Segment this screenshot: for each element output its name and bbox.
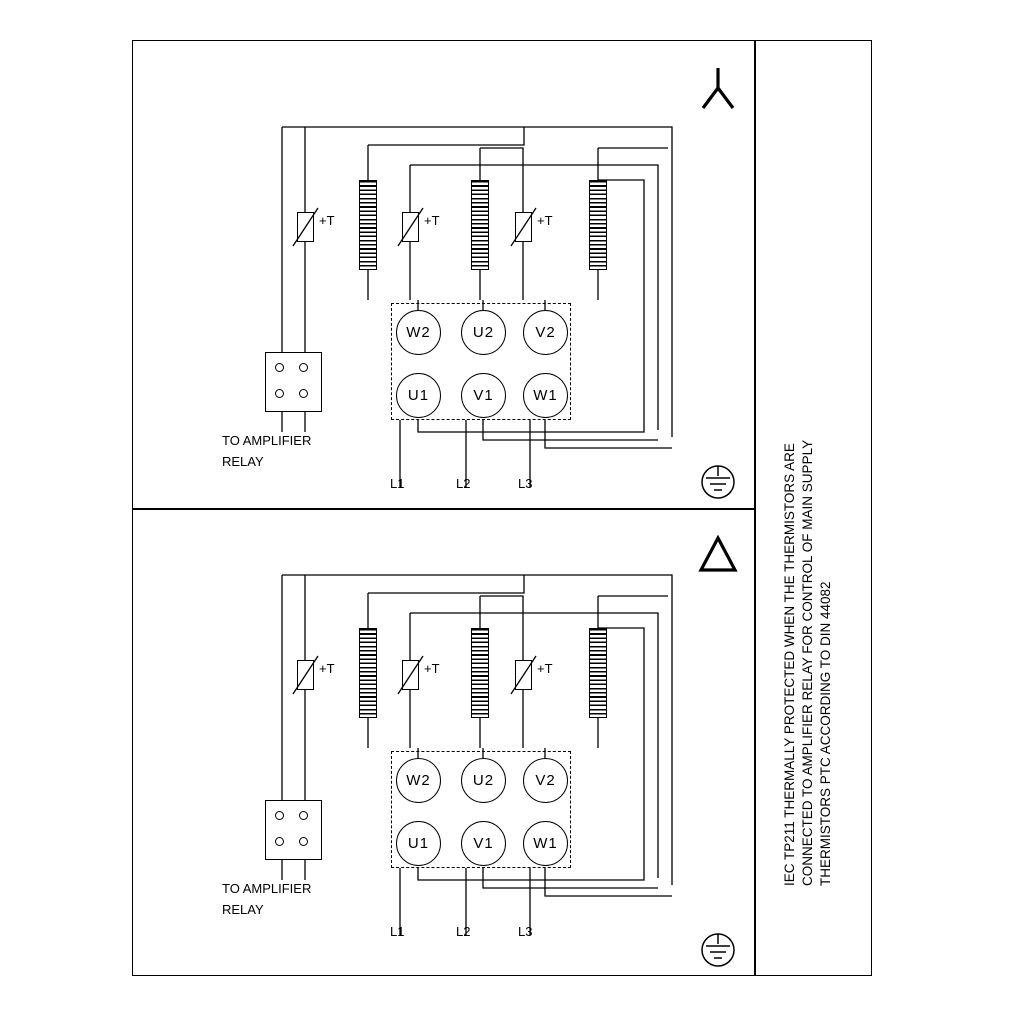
amplifier-relay-label-1-line2: RELAY (222, 454, 264, 469)
thermistor-1b (402, 212, 419, 242)
note-line-2: CONNECTED TO AMPLIFIER RELAY FOR CONTROL OF MAIN SUPPLY (800, 439, 815, 886)
thermistor-2c (515, 660, 532, 690)
thermistor-label-1c: +T (537, 213, 553, 228)
connector-pin (299, 363, 308, 372)
terminal-U1-1[interactable]: U1 (396, 373, 441, 418)
note-line-3: THERMISTORS PTC ACCORDING TO DIN 44082 (818, 581, 833, 886)
terminal-V2-2[interactable]: V2 (523, 758, 568, 803)
terminal-W1-2[interactable]: W1 (523, 821, 568, 866)
amplifier-connector-block-2[interactable] (265, 800, 322, 860)
terminal-W1-1[interactable]: W1 (523, 373, 568, 418)
terminal-W2-1[interactable]: W2 (396, 310, 441, 355)
thermistor-label-2c: +T (537, 661, 553, 676)
winding-coil-1b (471, 180, 489, 270)
amplifier-relay-label-2-line1: TO AMPLIFIER (222, 881, 312, 896)
thermistor-1a (297, 212, 314, 242)
winding-coil-2b (471, 628, 489, 718)
connector-pin (299, 811, 308, 820)
note-line-1: IEC TP211 THERMALLY PROTECTED WHEN THE THERMISTORS ARE (782, 443, 797, 886)
panel-divider (132, 508, 754, 510)
thermistor-2b (402, 660, 419, 690)
winding-coil-2a (359, 628, 377, 718)
winding-coil-1a (359, 180, 377, 270)
terminal-V1-1[interactable]: V1 (461, 373, 506, 418)
connector-pin (275, 837, 284, 846)
connector-pin (299, 837, 308, 846)
supply-label-L1-2: L1 (390, 924, 405, 939)
supply-label-L1-1: L1 (390, 476, 405, 491)
supply-label-L3-2: L3 (518, 924, 533, 939)
winding-coil-2c (589, 628, 607, 718)
terminal-V2-1[interactable]: V2 (523, 310, 568, 355)
thermistor-label-2a: +T (319, 661, 335, 676)
terminal-U1-2[interactable]: U1 (396, 821, 441, 866)
supply-label-L2-1: L2 (456, 476, 471, 491)
amplifier-relay-label-1-line1: TO AMPLIFIER (222, 433, 312, 448)
thermistor-label-1a: +T (319, 213, 335, 228)
terminal-U2-2[interactable]: U2 (461, 758, 506, 803)
winding-coil-1c (589, 180, 607, 270)
connector-pin (275, 363, 284, 372)
terminal-U2-1[interactable]: U2 (461, 310, 506, 355)
amplifier-connector-block-1[interactable] (265, 352, 322, 412)
connector-pin (299, 389, 308, 398)
thermistor-label-2b: +T (424, 661, 440, 676)
terminal-W2-2[interactable]: W2 (396, 758, 441, 803)
amplifier-relay-label-2-line2: RELAY (222, 902, 264, 917)
thermistor-label-1b: +T (424, 213, 440, 228)
connector-pin (275, 389, 284, 398)
supply-label-L2-2: L2 (456, 924, 471, 939)
thermistor-1c (515, 212, 532, 242)
connector-pin (275, 811, 284, 820)
note-column-divider (754, 40, 756, 976)
terminal-V1-2[interactable]: V1 (461, 821, 506, 866)
supply-label-L3-1: L3 (518, 476, 533, 491)
thermistor-2a (297, 660, 314, 690)
